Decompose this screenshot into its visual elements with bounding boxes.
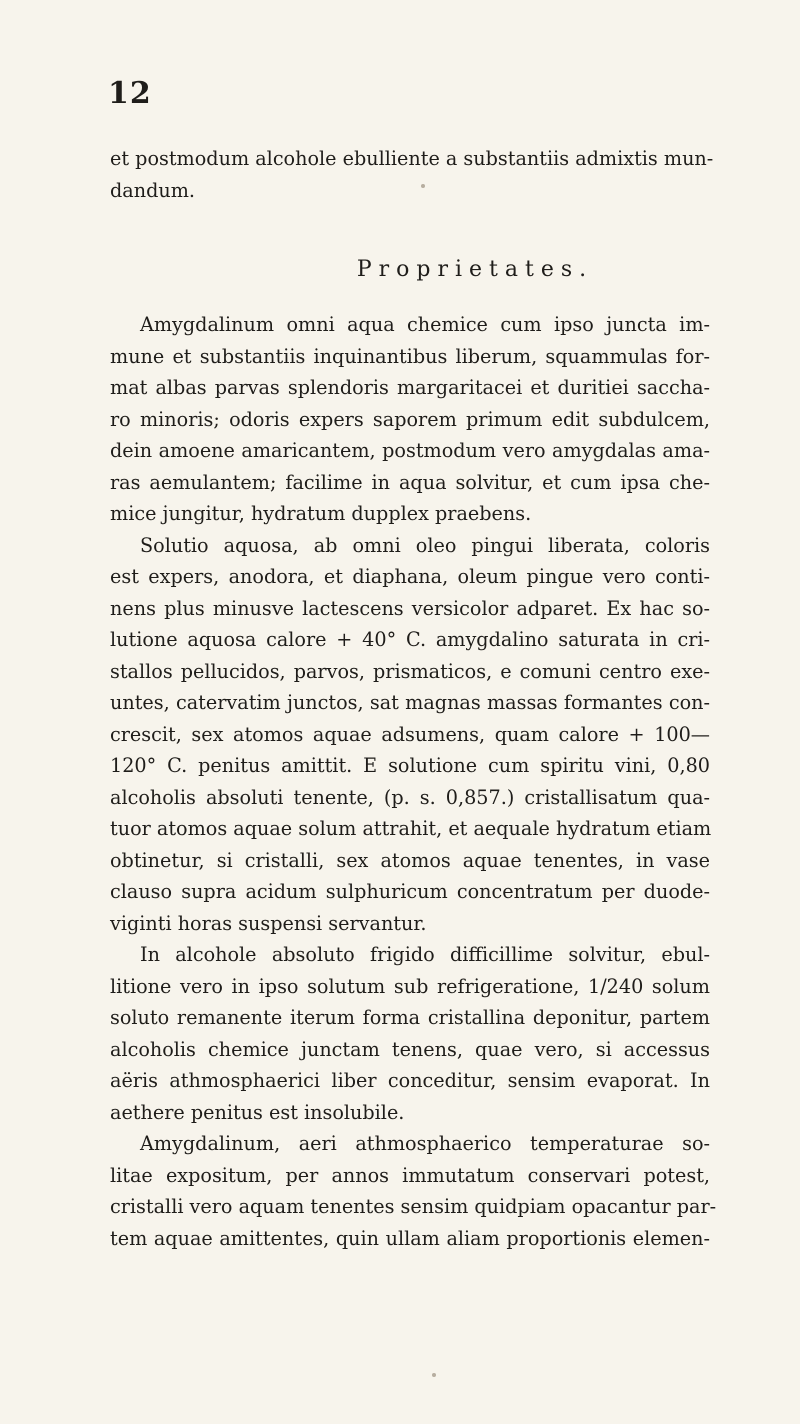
text-line: tem aquae amittentes, quin ullam aliam proportionis elemen- bbox=[110, 1226, 710, 1250]
text-line: mune et substantiis inquinantibus liberum, squammulas for- bbox=[110, 344, 710, 368]
text-line: Solutio aquosa, ab omni oleo pingui liberata, coloris bbox=[140, 533, 710, 557]
text-line: obtinetur, si cristalli, sex atomos aquae tenentes, in vase bbox=[110, 848, 710, 872]
intro-paragraph bbox=[110, 143, 714, 206]
text-line: nens plus minusve lactescens versicolor adparet. Ex hac so- bbox=[110, 596, 710, 620]
text-line: cristalli vero aquam tenentes sensim quidpiam opacantur par- bbox=[110, 1195, 717, 1218]
body-text bbox=[110, 309, 717, 1254]
text-line: dandum. bbox=[110, 178, 196, 202]
text-line: untes, catervatim junctos, sat magnas massas formantes con- bbox=[110, 691, 710, 714]
text-line: litione vero in ipso solutum sub refrigeratione, 1/240 solum bbox=[110, 974, 710, 998]
text-line: viginti horas suspensi servantur. bbox=[110, 911, 427, 935]
section-heading-text: Proprietates. bbox=[356, 257, 594, 282]
text-line: mat albas parvas splendoris margaritacei et duritiei saccha- bbox=[110, 376, 710, 399]
text-line: tuor atomos aquae solum attrahit, et aequale hydratum etiam bbox=[110, 817, 712, 840]
text-line: Amygdalinum, aeri athmosphaerico temperaturae so- bbox=[140, 1132, 710, 1155]
text-line: lutione aquosa calore + 40° C. amygdalino saturata in cri- bbox=[110, 628, 710, 651]
text-line: aëris athmosphaerici liber conceditur, sensim evaporat. In bbox=[110, 1069, 710, 1092]
text-line: et postmodum alcohole ebulliente a substantiis admixtis mun- bbox=[110, 147, 714, 170]
text-line: Amygdalinum omni aqua chemice cum ipso juncta im- bbox=[140, 313, 710, 336]
paper-speck bbox=[432, 1373, 436, 1377]
text-line: alcoholis absoluti tenente, (p. s. 0,857.) cristallisatum qua- bbox=[110, 785, 710, 809]
text-line: aethere penitus est insolubile. bbox=[110, 1100, 405, 1124]
text-line: 120° C. penitus amittit. E solutione cum spiritu vini, 0,80 bbox=[110, 754, 710, 777]
text-line: dein amoene amaricantem, postmodum vero amygdalas ama- bbox=[110, 439, 710, 462]
text-line: ras aemulantem; facilime in aqua solvitur, et cum ipsa che- bbox=[110, 470, 710, 494]
section-heading bbox=[0, 257, 800, 282]
text-line: clauso supra acidum sulphuricum concentratum per duode- bbox=[110, 880, 710, 903]
text-line: In alcohole absoluto frigido difficillime solvitur, ebul- bbox=[140, 943, 710, 966]
paper-speck bbox=[421, 184, 425, 188]
text-line: ro minoris; odoris expers saporem primum edit subdulcem, bbox=[110, 407, 710, 431]
page-number: 12 bbox=[108, 76, 152, 111]
text-line: stallos pellucidos, parvos, prismaticos, e comuni centro exe- bbox=[110, 659, 710, 683]
text-line: soluto remanente iterum forma cristallina deponitur, partem bbox=[110, 1006, 710, 1029]
text-line: litae expositum, per annos immutatum conservari potest, bbox=[110, 1163, 710, 1187]
text-line: mice jungitur, hydratum dupplex praebens. bbox=[110, 502, 532, 525]
text-line: est expers, anodora, et diaphana, oleum pingue vero conti- bbox=[110, 565, 710, 588]
text-line: alcoholis chemice junctam tenens, quae vero, si accessus bbox=[110, 1037, 710, 1061]
text-line: crescit, sex atomos aquae adsumens, quam calore + 100— bbox=[110, 722, 710, 746]
